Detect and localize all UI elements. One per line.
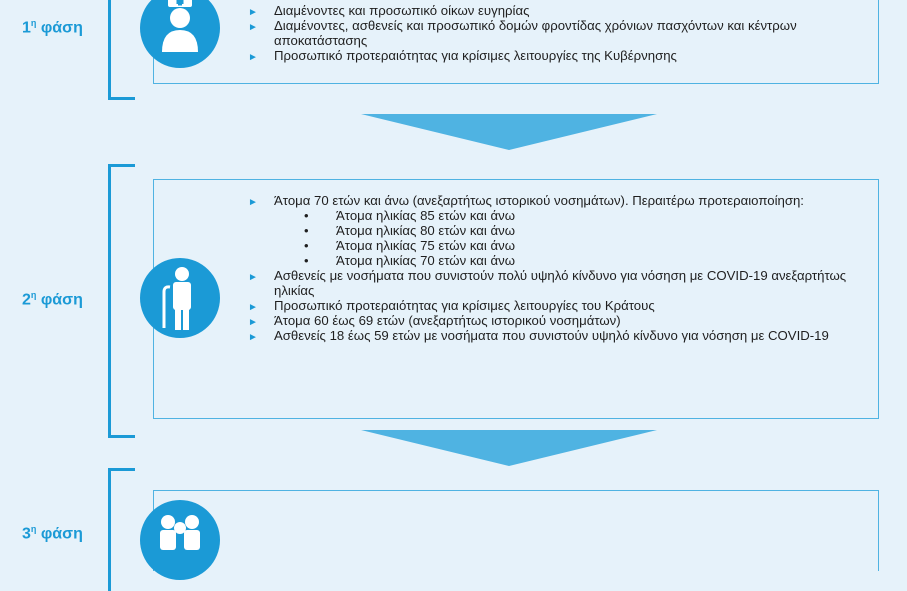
sub-list-item: • Άτομα ηλικίας 70 ετών και άνω	[304, 253, 516, 268]
nurse-icon	[140, 0, 220, 68]
list-item: ► Ασθενείς 18 έως 59 ετών με νοσήματα που συνιστούν υψηλό κίνδυνο για νόσηση με COVID-19	[248, 328, 829, 343]
down-arrow-1	[361, 114, 657, 150]
triangle-bullet-icon: ►	[248, 52, 258, 63]
phase-1-word: φάση	[40, 19, 83, 37]
list-item: ► Άτομα 60 έως 69 ετών (ανεξαρτήτως ιστορικού νοσημάτων)	[248, 313, 621, 328]
dot-bullet-icon: •	[304, 253, 309, 268]
elderly-person-icon	[140, 258, 220, 338]
down-arrow-2	[361, 430, 657, 466]
list-item: ► Προσωπικό προτεραιότητας για κρίσιμες λειτουργίες του Κράτους	[248, 298, 655, 313]
group-of-people-icon	[140, 500, 220, 580]
phase-2-word: φάση	[40, 291, 83, 309]
list-item: ► Άτομα 70 ετών και άνω (ανεξαρτήτως ιστορικού νοσημάτων). Περαιτέρω προτεραιοποίηση: • Άτομα ηλικίας 85 ετών και άνω • Άτομα ηλικίας 80 ετών και άνω • Άτομα ηλικίας 75 ετών και άνω • Άτομα ηλικίας 70 ετών και άνω	[248, 193, 878, 268]
phase-3-label	[22, 524, 83, 543]
triangle-bullet-icon: ►	[248, 197, 258, 208]
triangle-bullet-icon: ►	[248, 332, 258, 343]
triangle-bullet-icon: ►	[248, 22, 258, 33]
list-item: ► Διαμένοντες, ασθενείς και προσωπικό δομών φροντίδας χρόνιων πασχόντων και κέντρων αποκατάστασης	[248, 18, 797, 48]
phase-2-suffix: η	[30, 290, 37, 300]
sub-list	[274, 208, 878, 268]
list-item: ► Προσωπικό προτεραιότητας για κρίσιμες λειτουργίες της Κυβέρνησης	[248, 48, 677, 63]
dot-bullet-icon: •	[304, 208, 309, 223]
phase-3-suffix: η	[30, 524, 37, 534]
list-item: ► Ασθενείς με νοσήματα που συνιστούν πολύ υψηλό κίνδυνο για νόσηση με COVID-19 ανεξαρτήτως ηλικίας	[248, 268, 847, 298]
phase-2-bracket	[108, 164, 135, 438]
sub-list-item: • Άτομα ηλικίας 80 ετών και άνω	[304, 223, 516, 238]
triangle-bullet-icon: ►	[248, 317, 258, 328]
phase-3-bracket	[108, 468, 135, 591]
sub-list-item: • Άτομα ηλικίας 75 ετών και άνω	[304, 238, 516, 253]
phase-3-number: 3	[22, 525, 31, 543]
phase-1-suffix: η	[30, 18, 37, 28]
phase-2-label	[22, 290, 83, 309]
triangle-bullet-icon: ►	[248, 7, 258, 18]
triangle-bullet-icon: ►	[248, 302, 258, 313]
list-item: ► Διαμένοντες και προσωπικό οίκων ευγηρίας	[248, 3, 530, 18]
phase-3-box	[153, 490, 879, 571]
sub-list-item: • Άτομα ηλικίας 85 ετών και άνω	[304, 208, 516, 223]
dot-bullet-icon: •	[304, 223, 309, 238]
phase-2-number: 2	[22, 291, 31, 309]
triangle-bullet-icon: ►	[248, 272, 258, 283]
phase-1-list	[248, 3, 868, 63]
phase-1-bracket	[108, 0, 135, 100]
phase-3-word: φάση	[40, 525, 83, 543]
phase-1-label	[22, 18, 83, 37]
phase-2-list	[248, 193, 878, 343]
dot-bullet-icon: •	[304, 238, 309, 253]
phase-1-number: 1	[22, 19, 31, 37]
